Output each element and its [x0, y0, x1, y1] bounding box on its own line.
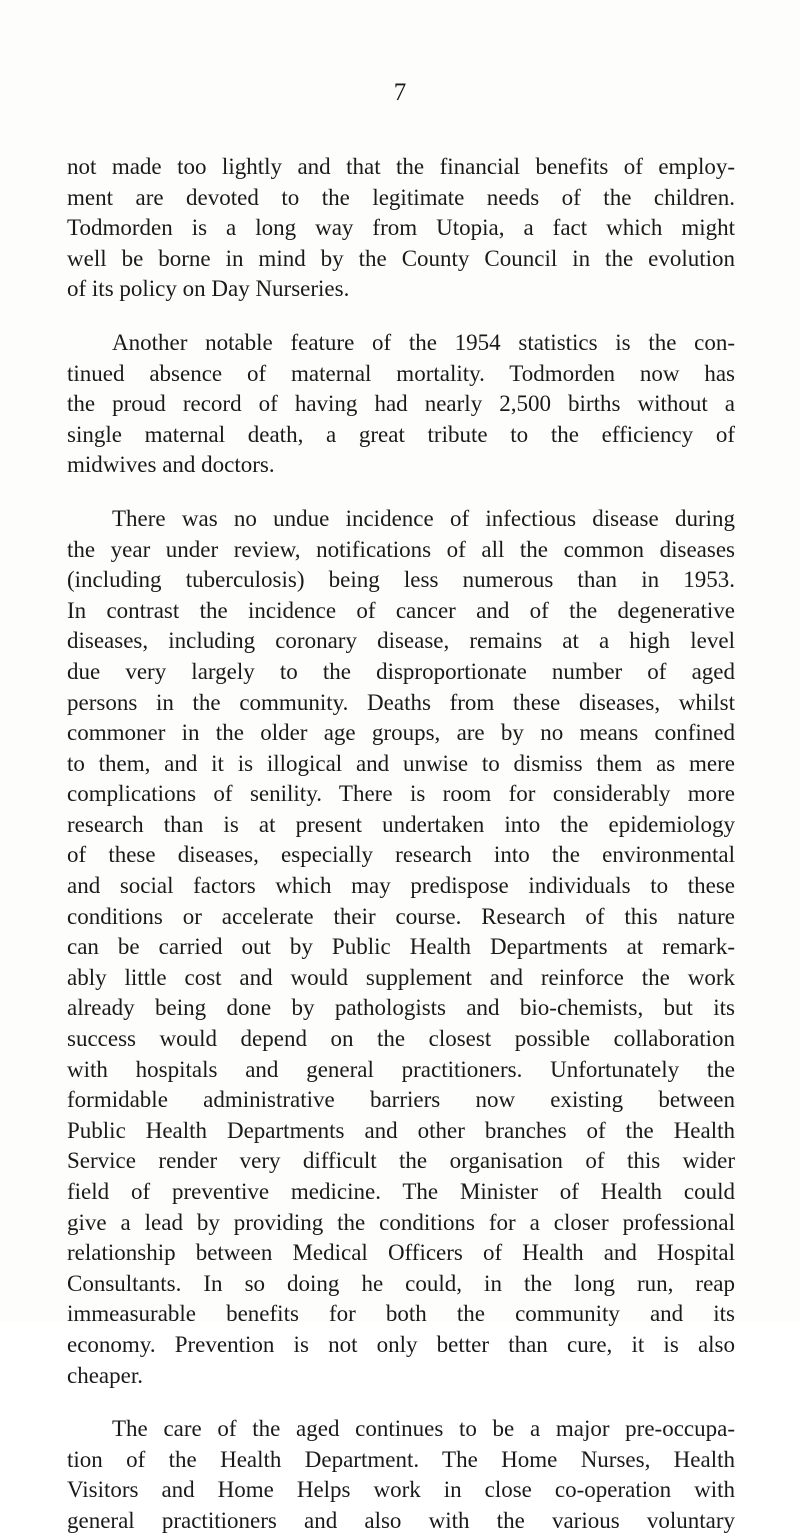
text-line: Public Health Departments and other branches of the Health: [67, 1117, 735, 1143]
text-line: complications of senility. There is room for considerably more: [67, 781, 735, 807]
page-number: 7: [393, 79, 407, 106]
text-line: general practitioners and also with the various voluntary: [67, 1507, 735, 1533]
text-line: diseases, including coronary disease, remains at a high level: [67, 628, 735, 654]
text-line: tinued absence of maternal mortality. Todmorden now has: [67, 360, 735, 386]
text-line: research than is at present undertaken into the epidemiology: [67, 811, 735, 837]
paragraph-day-nurseries: [67, 152, 735, 305]
text-line: not made too lightly and that the financial benefits of employ-: [67, 154, 735, 179]
text-line: already being done by pathologists and bio-chemists, but its: [67, 995, 735, 1021]
text-line: success would depend on the closest possible collaboration: [67, 1026, 735, 1052]
text-line: persons in the community. Deaths from these diseases, whilst: [67, 689, 735, 715]
text-line: commoner in the older age groups, are by no means confined: [67, 720, 735, 746]
text-line: of these diseases, especially research into the environmental: [67, 842, 735, 868]
text-line: economy. Prevention is not only better than cure, it is also: [67, 1331, 735, 1357]
paragraph-care-of-aged: [67, 1414, 735, 1536]
text-line: ment are devoted to the legitimate needs of the children.: [67, 184, 735, 210]
text-line: There was no undue incidence of infectious disease during: [112, 505, 735, 531]
text-line: conditions or accelerate their course. Research of this nature: [67, 903, 735, 929]
text-line: Consultants. In so doing he could, in the long run, reap: [67, 1270, 735, 1296]
text-line: of its policy on Day Nurseries.: [67, 276, 350, 302]
text-line: give a lead by providing the conditions for a closer professional: [67, 1209, 735, 1235]
text-line: field of preventive medicine. The Minister of Health could: [67, 1179, 735, 1204]
text-line: single maternal death, a great tribute to the efficiency of: [67, 421, 735, 447]
text-line: Visitors and Home Helps work in close co-operation with: [67, 1477, 735, 1503]
paragraph-infectious-disease: [67, 504, 735, 1391]
text-line: the year under review, notifications of all the common diseases: [67, 536, 735, 562]
text-line: with hospitals and general practitioners. Unfortunately the: [67, 1056, 735, 1082]
text-line: (including tuberculosis) being less numerous than in 1953.: [67, 567, 735, 593]
text-line: Service render very difficult the organisation of this wider: [67, 1148, 735, 1174]
text-line: In contrast the incidence of cancer and of the degenerative: [67, 597, 735, 623]
text-line: can be carried out by Public Health Departments at remark-: [67, 934, 735, 960]
paragraph-maternal-mortality: [67, 328, 735, 481]
text-line: immeasurable benefits for both the community and its: [67, 1301, 735, 1327]
text-line: Todmorden is a long way from Utopia, a fact which might: [67, 215, 735, 241]
text-line: Another notable feature of the 1954 statistics is the con-: [112, 329, 735, 355]
text-line: midwives and doctors.: [67, 452, 275, 478]
body-text: [67, 152, 735, 1537]
text-line: to them, and it is illogical and unwise to dismiss them as mere: [67, 750, 735, 776]
text-line: The care of the aged continues to be a major pre-occupa-: [112, 1416, 735, 1442]
text-line: ably little cost and would supplement and reinforce the work: [67, 964, 735, 990]
text-line: and social factors which may predispose individuals to these: [67, 873, 735, 899]
text-line: well be borne in mind by the County Council in the evolution: [67, 245, 735, 271]
text-line: the proud record of having had nearly 2,500 births without a: [67, 391, 735, 417]
text-line: tion of the Health Department. The Home Nurses, Health: [67, 1446, 735, 1472]
text-line: formidable administrative barriers now existing between: [67, 1087, 735, 1113]
text-line: cheaper.: [67, 1362, 143, 1388]
text-line: due very largely to the disproportionate number of aged: [67, 658, 735, 684]
text-line: relationship between Medical Officers of Health and Hospital: [67, 1240, 735, 1266]
